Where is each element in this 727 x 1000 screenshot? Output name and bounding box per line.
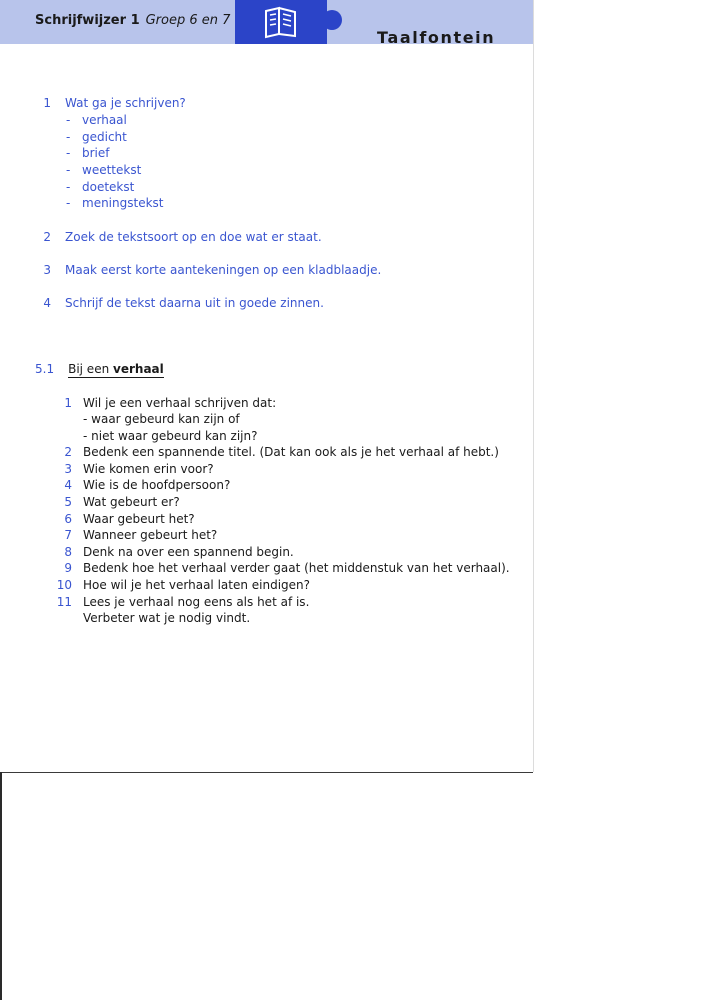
text-type-item: meningstekst bbox=[82, 196, 164, 210]
story-step-number: 9 bbox=[64, 561, 72, 575]
step-number: 2 bbox=[43, 230, 51, 244]
story-step-text: Denk na over een spannend begin. bbox=[83, 545, 294, 559]
story-step-text: Wie is de hoofdpersoon? bbox=[83, 478, 231, 492]
section-title: Bij een verhaal bbox=[68, 362, 164, 376]
step-text: Maak eerst korte aantekeningen op een kladblaadje. bbox=[65, 263, 382, 277]
step-text: Zoek de tekstsoort op en doe wat er staat. bbox=[65, 230, 322, 244]
open-book-icon bbox=[262, 5, 300, 39]
text-type-item: verhaal bbox=[82, 113, 127, 127]
story-step-text: - waar gebeurd kan zijn of bbox=[83, 412, 240, 426]
story-step-number: 4 bbox=[64, 478, 72, 492]
story-step-text: Wie komen erin voor? bbox=[83, 462, 214, 476]
story-step-number: 6 bbox=[64, 512, 72, 526]
bullet-dash: - bbox=[66, 130, 71, 144]
story-step-number: 2 bbox=[64, 445, 72, 459]
group-label: Groep 6 en 7 bbox=[145, 13, 231, 28]
story-step-text: Verbeter wat je nodig vindt. bbox=[83, 611, 251, 625]
story-step-number: 11 bbox=[56, 595, 72, 609]
text-type-item: gedicht bbox=[82, 130, 127, 144]
section-number: 5.1 bbox=[35, 362, 55, 376]
series-title: Schrijfwijzer 1 bbox=[35, 13, 140, 28]
story-step-number: 1 bbox=[64, 396, 72, 410]
story-step-number: 3 bbox=[64, 462, 72, 476]
story-step-text: Wil je een verhaal schrijven dat: bbox=[83, 396, 277, 410]
story-step-text: - niet waar gebeurd kan zijn? bbox=[83, 429, 258, 443]
header-title bbox=[35, 13, 230, 28]
bullet-dash: - bbox=[66, 146, 71, 160]
scan-edge bbox=[0, 772, 2, 1000]
story-step-text: Bedenk een spannende titel. (Dat kan ook als je het verhaal af hebt.) bbox=[83, 445, 499, 459]
step-number: 1 bbox=[43, 96, 51, 110]
story-step-number: 5 bbox=[64, 495, 72, 509]
bullet-dash: - bbox=[66, 180, 71, 194]
logo bbox=[235, 0, 327, 44]
step-number: 3 bbox=[43, 263, 51, 277]
story-step-text: Lees je verhaal nog eens als het af is. bbox=[83, 595, 310, 609]
text-type-item: brief bbox=[82, 146, 110, 160]
story-step-text: Waar gebeurt het? bbox=[83, 512, 195, 526]
story-step-text: Hoe wil je het verhaal laten eindigen? bbox=[83, 578, 311, 592]
brand-name: Taalfontein bbox=[377, 28, 496, 47]
section-heading bbox=[35, 361, 164, 377]
story-step-number: 10 bbox=[56, 578, 72, 592]
story-step-number: 7 bbox=[64, 528, 72, 542]
story-step-number: 8 bbox=[64, 545, 72, 559]
text-type-item: weettekst bbox=[82, 163, 142, 177]
text-type-item: doetekst bbox=[82, 180, 135, 194]
story-step-text: Wat gebeurt er? bbox=[83, 495, 180, 509]
step-number: 4 bbox=[43, 296, 51, 310]
step-text: Schrijf de tekst daarna uit in goede zinnen. bbox=[65, 296, 324, 310]
bullet-dash: - bbox=[66, 163, 71, 177]
story-step-text: Wanneer gebeurt het? bbox=[83, 528, 218, 542]
bullet-dash: - bbox=[66, 196, 71, 210]
bullet-dash: - bbox=[66, 113, 71, 127]
step-text: Wat ga je schrijven? bbox=[65, 96, 186, 110]
page-edge bbox=[533, 0, 534, 772]
story-step-text: Bedenk hoe het verhaal verder gaat (het middenstuk van het verhaal). bbox=[83, 561, 510, 575]
